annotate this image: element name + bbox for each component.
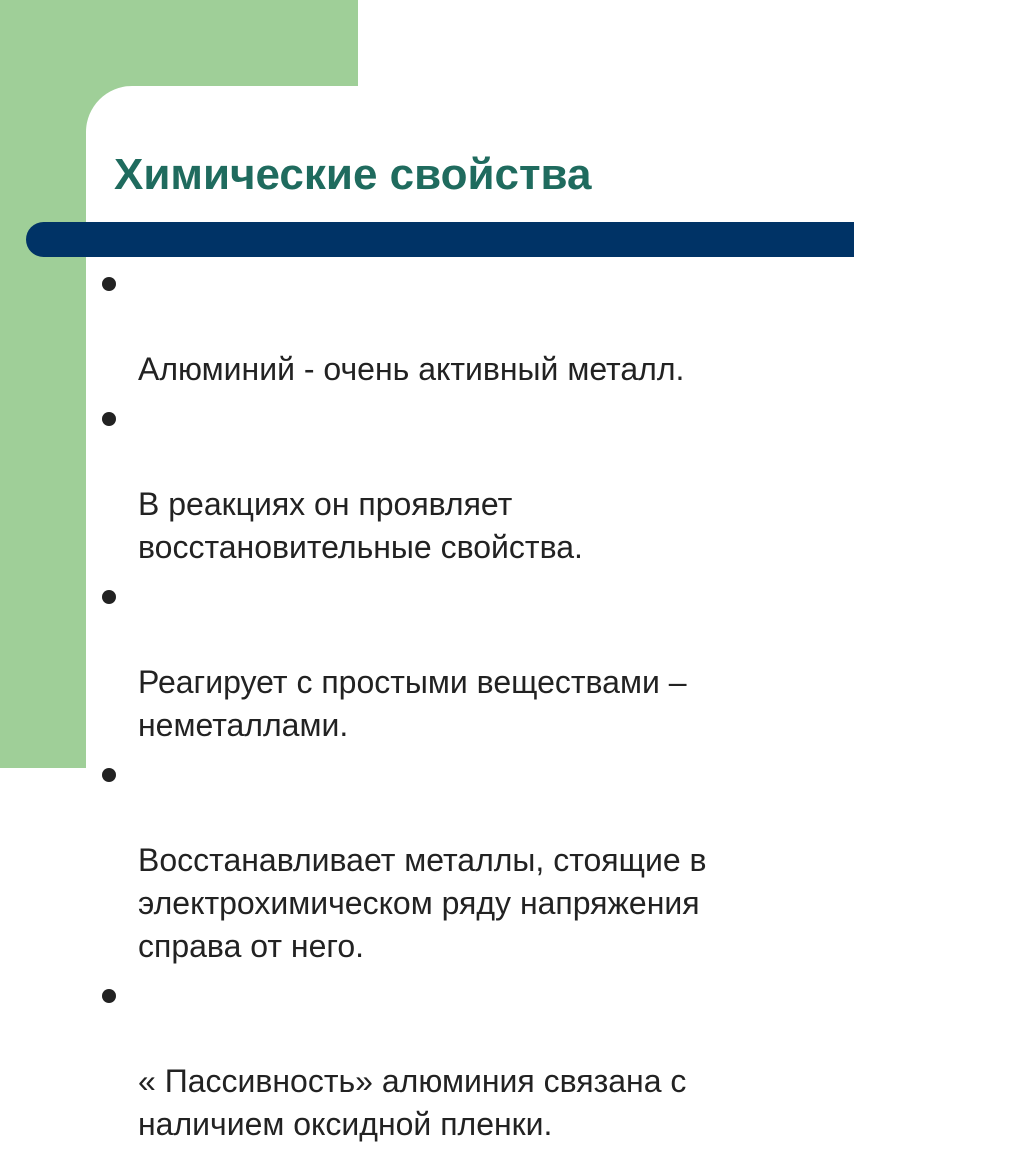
bullet-text: В реакциях он проявляет восстановительные свойства. — [138, 486, 583, 565]
bullet-dot-icon — [102, 412, 116, 426]
bullet-dot-icon — [102, 768, 116, 782]
bullet-list — [98, 262, 898, 1152]
bullet-dot-icon — [102, 277, 116, 291]
bullet-item — [98, 753, 898, 968]
bullet-item — [98, 397, 898, 569]
bullet-item — [98, 262, 898, 391]
bullet-text: Реагирует с простыми веществами – неметаллами. — [138, 664, 687, 743]
slide-title: Химические свойства — [114, 150, 592, 199]
green-decor-strip — [0, 0, 86, 768]
bullet-text: Восстанавливает металлы, стоящие в электрохимическом ряду напряжения справа от него. — [138, 842, 707, 964]
bullet-item — [98, 974, 898, 1146]
bullet-dot-icon — [102, 989, 116, 1003]
title-underline-bar — [26, 222, 854, 257]
bullet-item — [98, 575, 898, 747]
bullet-text: Алюминий - очень активный металл. — [138, 351, 685, 387]
bullet-dot-icon — [102, 590, 116, 604]
bullet-text: « Пассивность» алюминия связана с наличием оксидной пленки. — [138, 1063, 687, 1142]
